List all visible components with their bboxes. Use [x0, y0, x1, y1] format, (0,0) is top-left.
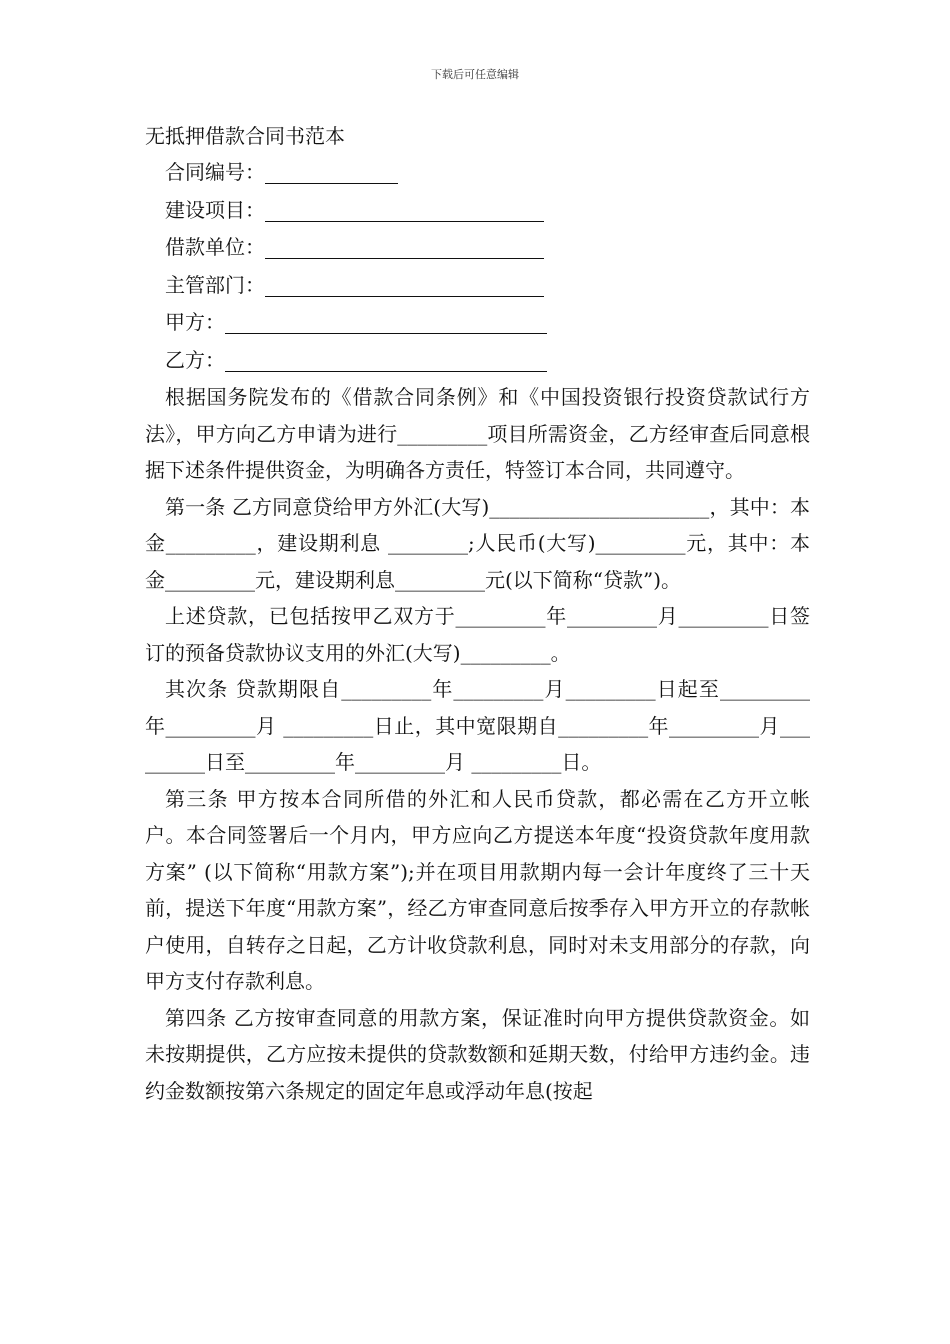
fill-in-blank	[225, 311, 547, 334]
fill-in-blank	[265, 199, 544, 222]
paragraph-article-2: 其次条 贷款期限自_________年_________月_________日起至_________年_________月 _________日止，其中宽限期自_________年_________月_________日至_________年_________月 _________日。	[145, 677, 810, 774]
field-label: 主管部门：	[165, 272, 265, 297]
paragraph-preamble: 根据国务院发布的《借款合同条例》和《中国投资银行投资贷款试行方法》，甲方向乙方申请为进行_________项目所需资金，乙方经审查后同意根据下述条件提供资金，为明确各方责任，特签订本合同，共同遵守。	[145, 385, 810, 482]
field-party-a	[145, 304, 810, 342]
field-label: 合同编号：	[165, 160, 265, 184]
field-label: 借款单位：	[165, 235, 265, 259]
field-borrowing-unit	[145, 229, 810, 267]
page-header-note: 下载后可任意编辑	[431, 68, 519, 81]
field-contract-number	[145, 154, 810, 192]
field-competent-department	[145, 267, 810, 305]
fill-in-blank	[225, 349, 547, 372]
document-body	[145, 118, 810, 1109]
fill-in-blank	[265, 161, 398, 184]
field-construction-project	[145, 192, 810, 230]
document-title: 无抵押借款合同书范本	[145, 124, 345, 148]
field-label: 建设项目：	[165, 197, 265, 222]
fill-in-blank	[265, 236, 544, 259]
field-label: 乙方：	[165, 347, 225, 372]
field-label: 甲方：	[165, 310, 225, 334]
fill-in-blank	[265, 274, 544, 297]
paragraph-article-3: 第三条 甲方按本合同所借的外汇和人民币贷款，都必需在乙方开立帐户。本合同签署后一个月内，甲方应向乙方提送本年度“投资贷款年度用款方案” (以下简称“用款方案”);并在项目用款期内每一会计年度终了三十天前，提送下年度“用款方案”，经乙方审查同意后按季存入甲方开立的存款帐户使用，自转存之日起，乙方计收贷款利息，同时对未支用部分的存款，向甲方支付存款利息。	[145, 786, 810, 993]
paragraph-prior-loan: 上述贷款，已包括按甲乙双方于_________年_________月_________日签订的预备贷款协议支用的外汇(大写)_________。	[145, 604, 810, 665]
field-party-b	[145, 342, 810, 380]
paragraph-article-1: 第一条 乙方同意贷给甲方外汇(大写)______________________，其中：本金_________，建设期利息 ________;人民币(大写)_________元，其中：本金_________元，建设期利息_________元(以下简称“贷款”)。	[145, 494, 810, 592]
paragraph-article-4: 第四条 乙方按审查同意的用款方案，保证准时向甲方提供贷款资金。如未按期提供，乙方应按未提供的贷款数额和延期天数，付给甲方违约金。违约金数额按第六条规定的固定年息或浮动年息(按起	[145, 1005, 810, 1103]
